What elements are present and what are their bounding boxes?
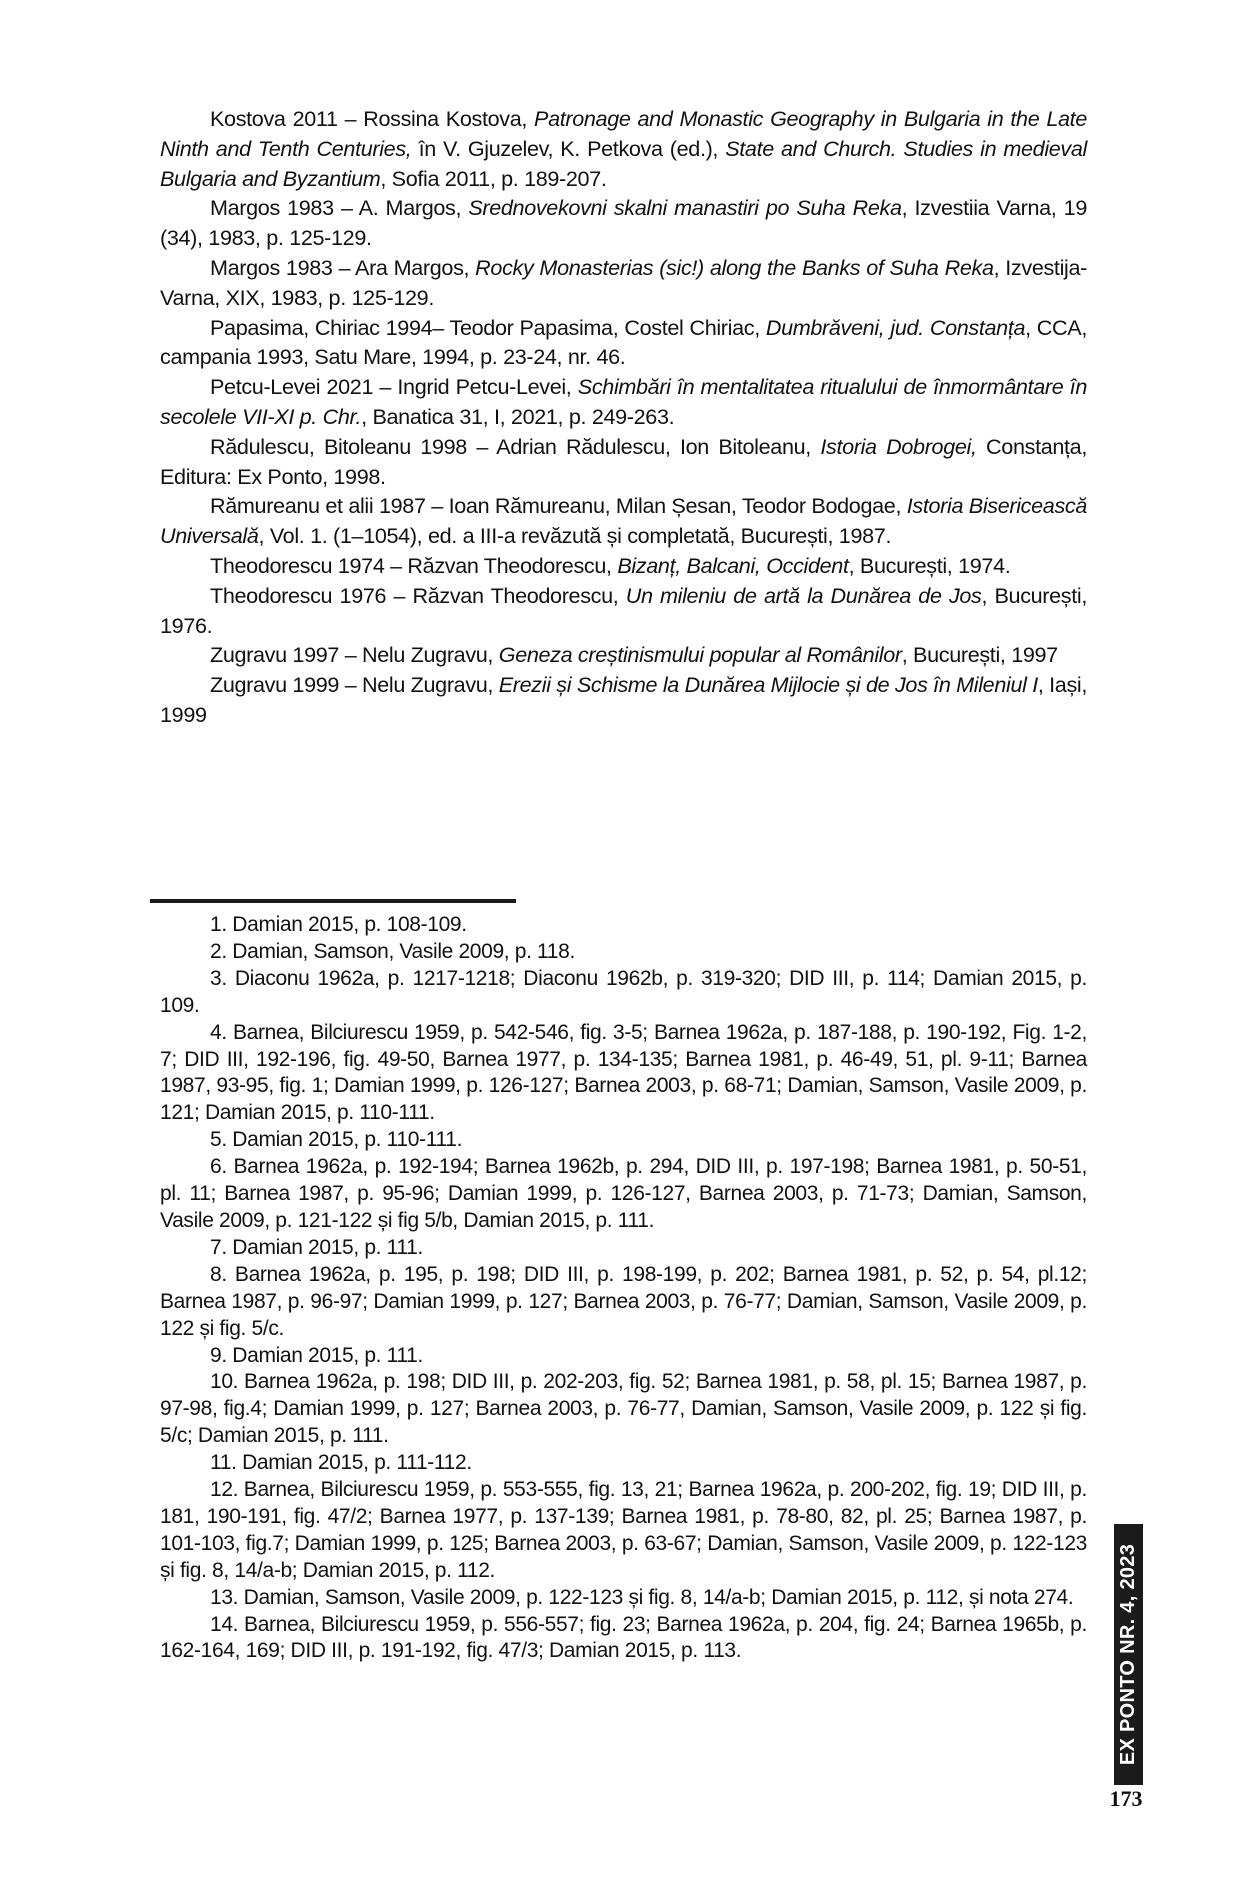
bib-entry: Kostova 2011 – Rossina Kostova, Patronage and Monastic Geography in Bulgaria in the Late Ninth and Tenth Centuries, în V. Gjuzelev, K. Petkova (ed.), State and Church. Studies in medieval Bulgaria and Byzantium, Sofia 2011, p. 189-207. xyxy=(160,106,1087,191)
footnote: 10. Barnea 1962a, p. 198; DID III, p. 202-203, fig. 52; Barnea 1981, p. 58, pl. 15; Barnea 1987, p. 97-98, fig.4; Damian 1999, p. 127; Barnea 2003, p. 76-77, Damian, Samson, Vasile 2009, p. 122 și fig. 5/c; Damian 2015, p. 111. xyxy=(160,1370,1087,1448)
footnote: 7. Damian 2015, p. 111. xyxy=(210,1235,423,1259)
footnote: 8. Barnea 1962a, p. 195, p. 198; DID III, p. 198-199, p. 202; Barnea 1981, p. 52, p. 54, pl.12; Barnea 1987, p. 96-97; Damian 1999, p. 127; Barnea 2003, p. 76-77; Damian, Samson, Vasile 2009, p. 122 și fig. 5/c. xyxy=(160,1262,1087,1340)
bib-entry: Margos 1983 – Ara Margos, Rocky Monasterias (sic!) along the Banks of Suha Reka, Izvestija-Varna, XIX, 1983, p. 125-129. xyxy=(160,254,1087,310)
bib-entry: Zugravu 1999 – Nelu Zugravu, Erezii și Schisme la Dunărea Mijlocie și de Jos în Mileniul I, Iași, 1999 xyxy=(160,672,1088,727)
bib-entry: Rămureanu et alii 1987 – Ioan Rămureanu, Milan Șesan, Teodor Bodogae, Istoria Bisericească Universală, Vol. 1. (1–1054), ed. a III-a revăzută și completată, București, 1987. xyxy=(160,493,1088,549)
bib-entry: Petcu-Levei 2021 – Ingrid Petcu-Levei, Schimbări în mentalitatea ritualului de înmormântare în secolele VII-XI p. Chr., Banatica 31, I, 2021, p. 249-263. xyxy=(160,374,1087,429)
bib-entry: Theodorescu 1976 – Răzvan Theodorescu, Un mileniu de artă la Dunărea de Jos, București, 1976. xyxy=(160,582,1088,638)
bibliography-list xyxy=(160,104,1087,730)
footnote: 6. Barnea 1962a, p. 192-194; Barnea 1962b, p. 294, DID III, p. 197-198; Barnea 1981, p. 50-51, pl. 11; Barnea 1987, p. 95-96; Damian 1999, p. 126-127, Barnea 2003, p. 71-73; Damian, Samson, Vasile 2009, p. 121-122 și fig 5/b, Damian 2015, p. 111. xyxy=(160,1155,1087,1232)
footnote: 1. Damian 2015, p. 108-109. xyxy=(210,913,467,936)
footnotes-list xyxy=(160,912,1087,1665)
bib-entry: Rădulescu, Bitoleanu 1998 – Adrian Rădulescu, Ion Bitoleanu, Istoria Dobrogei, Constanța, Editura: Ex Ponto, 1998. xyxy=(160,433,1087,489)
footnote: 4. Barnea, Bilciurescu 1959, p. 542-546, fig. 3-5; Barnea 1962a, p. 187-188, p. 190-192, Fig. 1-2, 7; DID III, 192-196, fig. 49-50, Barnea 1977, p. 134-135; Barnea 1981, p. 46-49, 51, pl. 9-11; Barnea 1987, 93-95, fig. 1; Damian 1999, p. 126-127; Barnea 2003, p. 68-71; Damian, Samson, Vasile 2009, p. 121; Damian 2015, p. 110-111. xyxy=(160,1020,1087,1125)
footnote: 14. Barnea, Bilciurescu 1959, p. 556-557; fig. 23; Barnea 1962a, p. 204, fig. 24; Barnea 1965b, p. 162-164, 169; DID III, p. 191-192, fig. 47/3; Damian 2015, p. 113. xyxy=(160,1612,1087,1663)
journal-side-label xyxy=(1114,1524,1143,1785)
bib-entry: Papasima, Chiriac 1994– Teodor Papasima, Costel Chiriac, Dumbrăveni, jud. Constanța, CCA, campania 1993, Satu Mare, 1994, p. 23-24, nr. 46. xyxy=(160,314,1087,370)
footnote: 5. Damian 2015, p. 110-111. xyxy=(210,1128,463,1152)
journal-label-text: EX PONTO NR. 4, 2023 xyxy=(1117,1543,1139,1766)
footnote: 12. Barnea, Bilciurescu 1959, p. 553-555, fig. 13, 21; Barnea 1962a, p. 200-202, fig. 19; DID III, p. 181, 190-191, fig. 47/2; Barnea 1977, p. 137-139; Barnea 1981, p. 78-80, 82, pl. 25; Barnea 1987, p. 101-103, fig.7; Damian 1999, p. 125; Barnea 2003, p. 63-67; Damian, Samson, Vasile 2009, p. 122-123 și fig. 8, 14/a-b; Damian 2015, p. 112. xyxy=(160,1478,1087,1582)
page-number: 173 xyxy=(1109,1786,1143,1811)
footnote: 3. Diaconu 1962a, p. 1217-1218; Diaconu 1962b, p. 319-320; DID III, p. 114; Damian 2015, p. 109. xyxy=(160,966,1087,1017)
footnote: 13. Damian, Samson, Vasile 2009, p. 122-123 și fig. 8, 14/a-b; Damian 2015, p. 112, și nota 274. xyxy=(210,1585,1074,1609)
bib-entry: Margos 1983 – A. Margos, Srednovekovni skalni manastiri po Suha Reka, Izvestiia Varna, 19 (34), 1983, p. 125-129. xyxy=(160,195,1087,251)
footnote: 2. Damian, Samson, Vasile 2009, p. 118. xyxy=(210,939,575,963)
footnote-separator-rule xyxy=(150,899,516,903)
bib-entry: Theodorescu 1974 – Răzvan Theodorescu, Bizanț, Balcani, Occident, București, 1974. xyxy=(210,552,1011,578)
footnote: 11. Damian 2015, p. 111-112. xyxy=(210,1451,472,1475)
footnote: 9. Damian 2015, p. 111. xyxy=(210,1343,423,1367)
bib-entry: Zugravu 1997 – Nelu Zugravu, Geneza creștinismului popular al Românilor, București, 1997 xyxy=(210,642,1058,668)
